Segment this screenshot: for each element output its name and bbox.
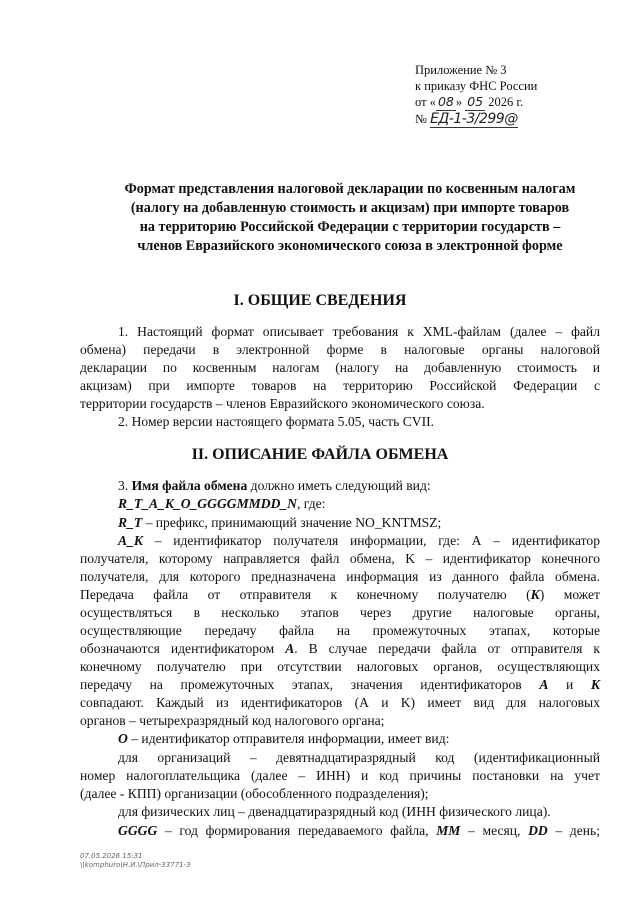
date-year: 2026 (488, 95, 514, 109)
appendix-block (415, 62, 537, 128)
title-line: на территорию Российской Федерации с территории государств – (139, 219, 561, 235)
paragraph-3 (80, 477, 600, 496)
footer-stamp (80, 852, 191, 870)
p3-number: 3. (118, 478, 132, 493)
footer-line-2: \\komphuro\Н.И.\Прил-33771-3 (80, 861, 191, 869)
section-1-heading: I. ОБЩИЕ СВЕДЕНИЯ (233, 292, 407, 309)
p3-rest: должно иметь следующий вид: (247, 478, 431, 493)
paragraph-1-line: 1. Настоящий формат описывает требования к XML-файлам (далее – файл (118, 324, 600, 339)
k-code: K (590, 677, 600, 692)
transfer-line: осуществляющие передачу файла на промежуточных этапах, которые (80, 623, 600, 638)
filename-pattern-line (80, 495, 600, 514)
org-line: (далее - КПП) организации (обособленного подразделения); (80, 786, 429, 801)
appendix-date (415, 94, 537, 111)
order-number: ЕД-1-3/299@ (430, 111, 518, 127)
transfer-line: конечному получателю при отсутствии налоговых органов, осуществляющих (80, 659, 600, 674)
transfer-text: обозначаются идентификатором (80, 641, 286, 656)
rt-code: R_T (118, 515, 143, 530)
date-day: 08 (437, 94, 454, 109)
ak-definition (80, 532, 600, 551)
transfer-text: и (548, 677, 591, 692)
ak-text: – идентификатор получателя информации, где: А – идентификатор (142, 533, 600, 548)
transfer-line (80, 586, 600, 605)
transfer-text: передачу на промежуточных этапах, значения идентификаторов (80, 677, 540, 692)
title-line: Формат представления налоговой декларации по косвенным налогам (124, 181, 576, 197)
paragraph-2: 2. Номер версии настоящего формата 5.05, часть CVII. (118, 414, 435, 429)
pattern-suffix: , где: (297, 496, 326, 511)
paragraph-1-line: акцизам) при импорте товаров на территорию Российской Федерации с (80, 378, 600, 393)
dd-code: DD (528, 823, 548, 838)
document-title (80, 180, 620, 256)
number-prefix: № (415, 112, 431, 126)
paragraph-1-line: декларации по косвенным налогам (налогу на добавленную стоимость и (80, 360, 600, 375)
individual-line: для физических лиц – двенадцатиразрядный код (ИНН физического лица). (118, 804, 551, 819)
paragraph-1-line: обмена) передачи в электронной форме в налоговые органы налоговой (80, 342, 600, 357)
appendix-line-2: к приказу ФНС России (415, 79, 538, 93)
o-code: O (118, 731, 128, 746)
transfer-line: осуществляться в несколько этапов через другие налоговые органы, (80, 605, 600, 620)
section-2-heading: II. ОПИСАНИЕ ФАЙЛА ОБМЕНА (191, 446, 449, 463)
ak-line: получателя, которому направляется файл обмена, K – идентификатор конечного (80, 551, 600, 566)
date-codes-line (80, 822, 600, 841)
transfer-text: Передача файла от отправителя к конечному получателю ( (80, 587, 531, 602)
title-line: (налогу на добавленную стоимость и акцизам) при импорте товаров (130, 200, 570, 216)
date-prefix: от « (415, 95, 436, 109)
date-suffix: г. (513, 95, 524, 109)
appendix-number (415, 111, 537, 128)
title-line: членов Евразийского экономического союза в электронной форме (137, 238, 563, 254)
date-month: 05 (467, 94, 484, 109)
mm-text: – месяц, (460, 823, 529, 838)
org-line: для организаций – девятнадцатиразрядный код (идентификационный (118, 750, 600, 765)
gggg-code: GGGG (118, 823, 158, 838)
transfer-text: . В случае передачи файла от отправителя к (294, 641, 600, 656)
transfer-line (80, 640, 600, 659)
ak-code: A_K (118, 533, 143, 548)
transfer-line: совпадают. Каждый из идентификаторов (А и K) имеет вид для налоговых (80, 695, 600, 710)
rt-definition (80, 514, 600, 533)
a-code: A (285, 641, 295, 656)
rt-text: – префикс, принимающий значение NO_KNTMSZ; (142, 515, 442, 530)
mm-code: MM (436, 823, 461, 838)
paragraph-1-line: территории государств – членов Евразийского экономического союза. (80, 396, 485, 411)
gggg-text: – год формирования передаваемого файла, (157, 823, 437, 838)
transfer-text: ) может (539, 587, 600, 602)
appendix-line-1: Приложение № 3 (415, 63, 507, 77)
org-line: номер налогоплательщика (далее – ИНН) и код причины постановки на учет (80, 768, 600, 783)
transfer-line (80, 676, 600, 695)
footer-line-1: 07.05.2026 15:31 (80, 852, 143, 860)
p3-bold-term: Имя файла обмена (131, 478, 248, 493)
ak-line: получателя, для которого предназначена информация из данного файла обмена. (80, 569, 600, 584)
date-mid: » (455, 95, 466, 109)
dd-text: – день; (547, 823, 601, 838)
o-text: – идентификатор отправителя информации, имеет вид: (127, 731, 450, 746)
o-definition (80, 730, 600, 749)
filename-pattern: R_T_A_K_O_GGGGMMDD_N (118, 496, 297, 511)
transfer-line: органов – четырехразрядный код налогового органа; (80, 713, 385, 728)
a-code: A (539, 677, 549, 692)
k-code: K (530, 587, 540, 602)
